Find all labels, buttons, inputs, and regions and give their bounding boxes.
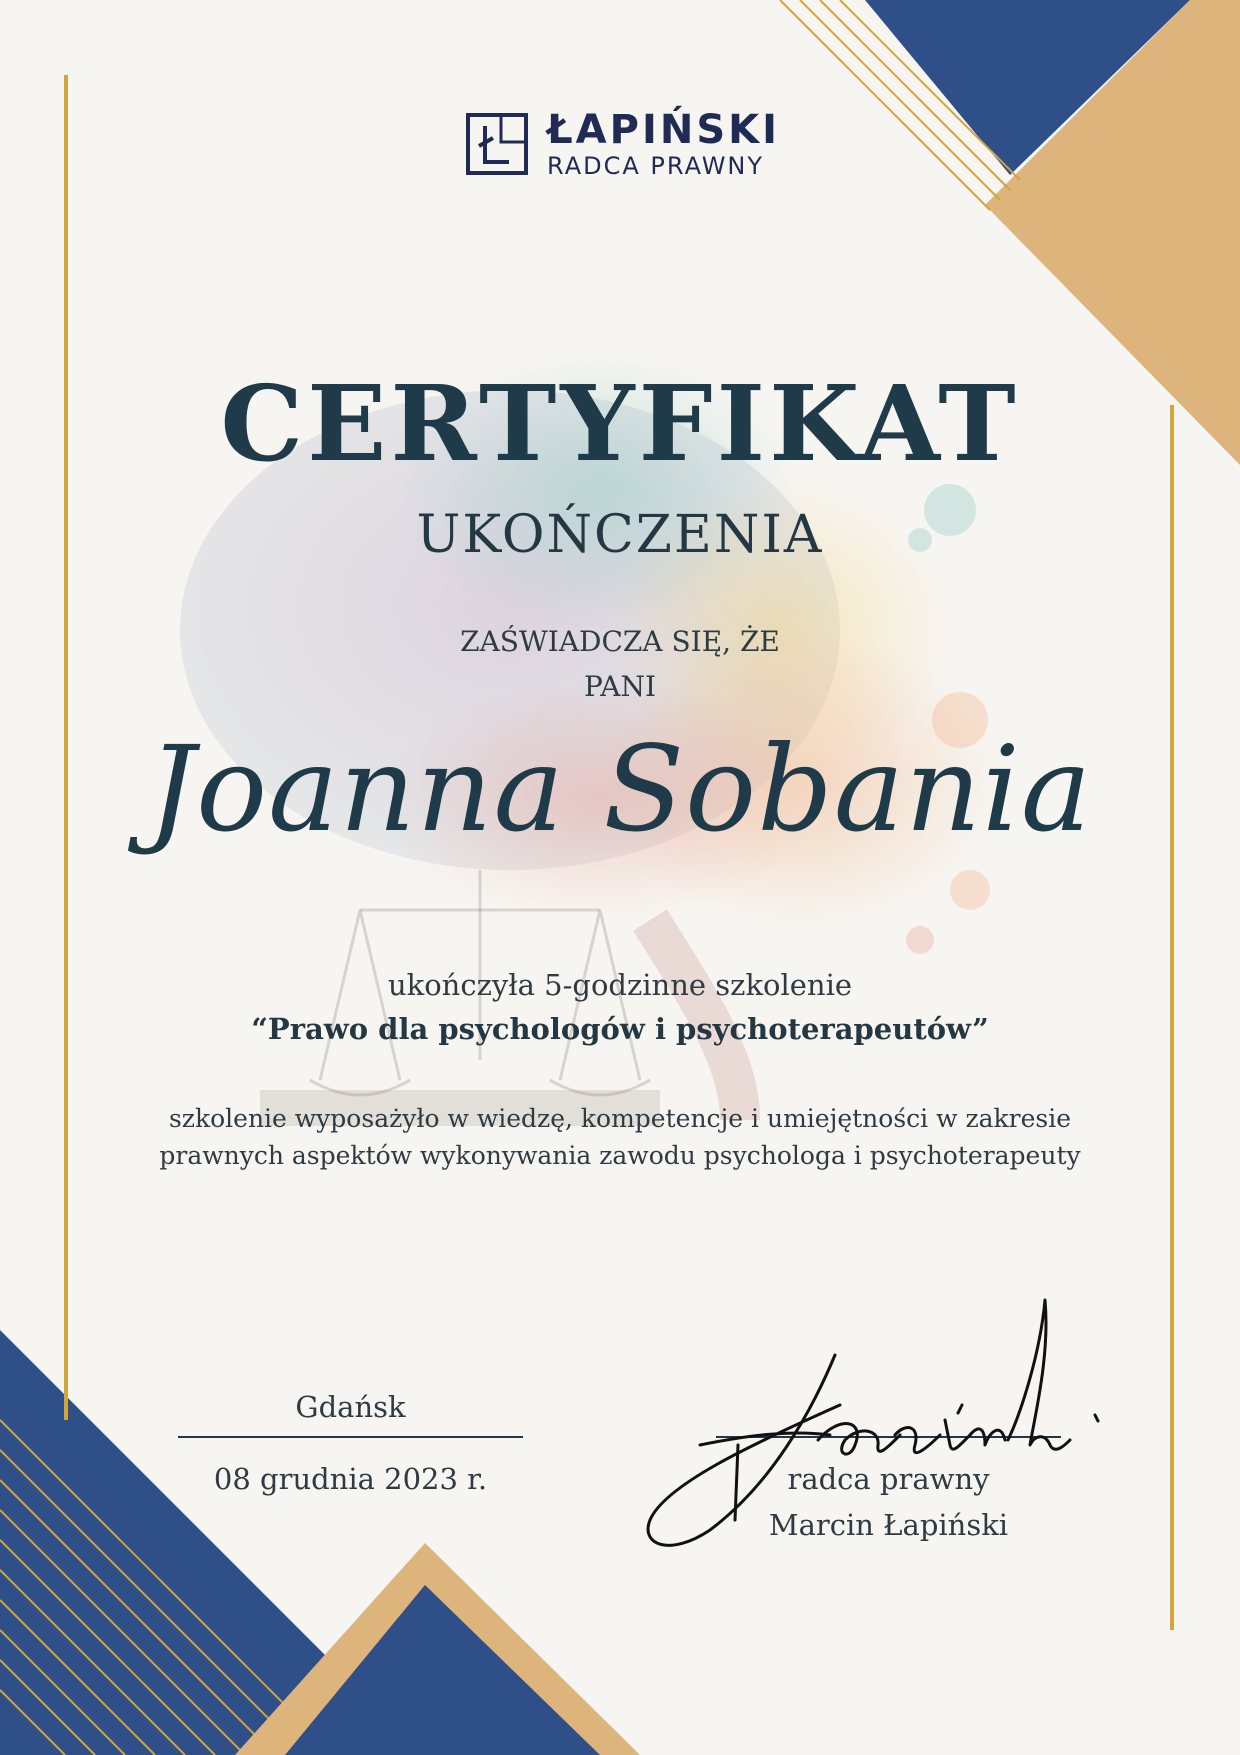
handwritten-signature: [640, 1295, 1110, 1565]
signer-name: Marcin Łapiński: [768, 1508, 1009, 1542]
issue-date: 08 grudnia 2023 r.: [213, 1462, 488, 1496]
signer-role: radca prawny: [787, 1462, 990, 1496]
course-title: “Prawo dla psychologów i psychoterapeutów”: [251, 1012, 989, 1046]
issue-place: Gdańsk: [295, 1390, 406, 1424]
recipient-name: Joanna Sobania: [147, 720, 1093, 858]
attestation-text: ZAŚWIADCZA SIĘ, ŻE: [460, 625, 780, 658]
law-firm-logo: [465, 107, 781, 180]
course-description: [0, 1100, 1240, 1174]
certificate-title: CERTYFIKAT: [220, 362, 1020, 485]
completion-text: ukończyła 5-godzinne szkolenie: [387, 968, 853, 1002]
certificate-subtitle: UKOŃCZENIA: [416, 505, 824, 565]
place-divider: [178, 1436, 523, 1438]
description-line-1: szkolenie wyposażyło w wiedzę, kompetencje i umiejętności w zakresie: [168, 1104, 1072, 1133]
law-firm-logo-icon: [465, 112, 529, 176]
firm-subtitle: RADCA PRAWNY: [547, 152, 765, 180]
firm-name: ŁAPIŃSKI: [547, 107, 781, 153]
description-line-2: prawnych aspektów wykonywania zawodu psychologa i psychoterapeuty: [159, 1141, 1081, 1170]
salutation-text: PANI: [583, 670, 657, 703]
